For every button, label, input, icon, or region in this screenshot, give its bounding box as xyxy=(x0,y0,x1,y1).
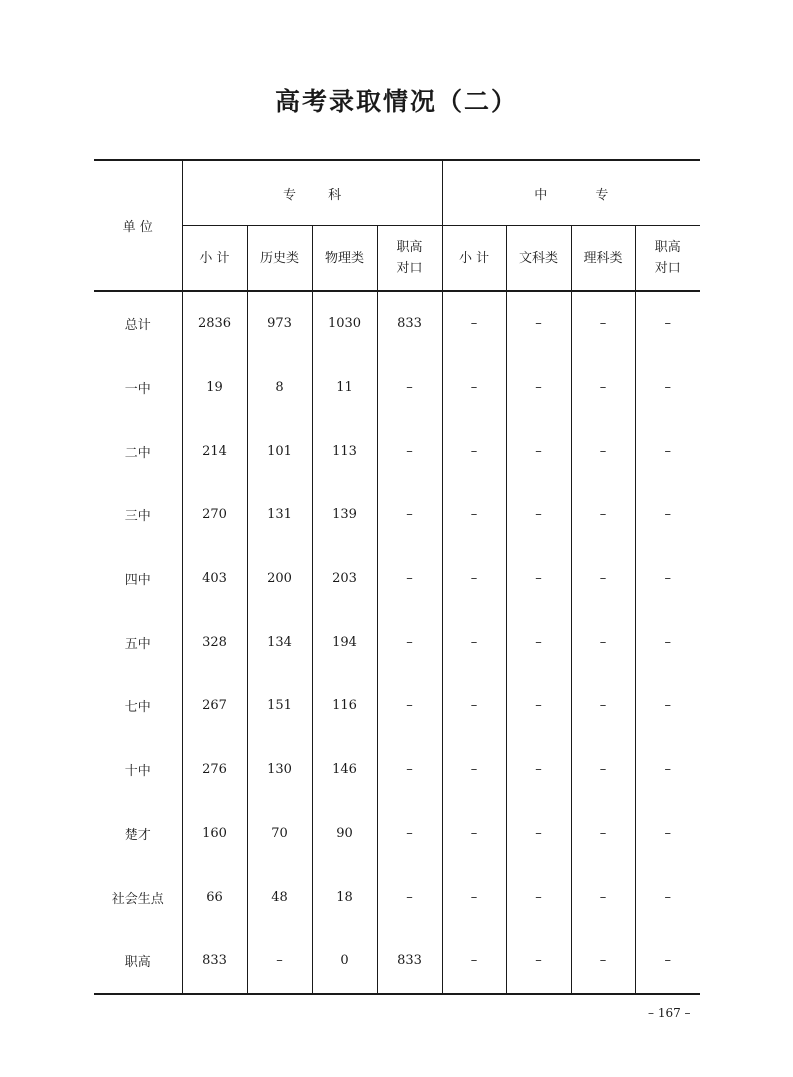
table-cell: 146 xyxy=(312,738,377,802)
row-unit: 二中 xyxy=(94,419,182,483)
table-cell: – xyxy=(377,356,442,420)
table-cell: 833 xyxy=(377,929,442,994)
table-row xyxy=(94,356,700,420)
table-cell: – xyxy=(571,547,635,611)
table-cell: – xyxy=(664,571,672,587)
table-cell: – xyxy=(571,674,635,738)
table-cell: – xyxy=(506,483,571,547)
table-row xyxy=(94,610,700,674)
table-cell: 139 xyxy=(312,483,377,547)
row-unit: 十中 xyxy=(94,738,182,802)
table-row xyxy=(94,547,700,611)
table-cell: – xyxy=(571,356,635,420)
table-cell: 11 xyxy=(312,356,377,420)
table-cell: 66 xyxy=(182,865,247,929)
table-cell: 973 xyxy=(247,291,312,356)
table-cell: 403 xyxy=(182,547,247,611)
table-cell: 116 xyxy=(312,674,377,738)
table-cell: – xyxy=(664,825,672,841)
table-cell: – xyxy=(571,483,635,547)
table-cell: – xyxy=(442,865,506,929)
table-cell: – xyxy=(664,762,672,778)
column-header: 职高 对口 xyxy=(377,226,442,292)
table-cell: – xyxy=(571,929,635,994)
table-cell: – xyxy=(442,419,506,483)
row-unit: 总计 xyxy=(94,291,182,356)
table-cell: 130 xyxy=(247,738,312,802)
column-header: 历史类 xyxy=(247,226,312,292)
table-cell: 1030 xyxy=(312,291,377,356)
table-cell: – xyxy=(377,738,442,802)
table-cell: – xyxy=(442,738,506,802)
table-cell: – xyxy=(442,929,506,994)
table-cell: – xyxy=(377,610,442,674)
row-unit: 五中 xyxy=(94,610,182,674)
page-number: – 167 – xyxy=(648,1006,691,1020)
table-cell: 131 xyxy=(247,483,312,547)
table-cell: 833 xyxy=(377,291,442,356)
table-row xyxy=(94,738,700,802)
column-header: 文科类 xyxy=(506,226,571,292)
table-cell: 194 xyxy=(312,610,377,674)
table-cell: – xyxy=(442,291,506,356)
column-header: 理科类 xyxy=(571,226,635,292)
row-unit: 楚才 xyxy=(94,802,182,866)
table-cell: – xyxy=(571,419,635,483)
table-cell: 267 xyxy=(182,674,247,738)
table-cell: 833 xyxy=(182,929,247,994)
table-cell: 270 xyxy=(182,483,247,547)
table-cell: – xyxy=(506,610,571,674)
table-cell: – xyxy=(377,419,442,483)
column-header: 小 计 xyxy=(182,226,247,292)
table-row xyxy=(94,802,700,866)
table-cell: – xyxy=(377,547,442,611)
table-row xyxy=(94,291,700,356)
row-unit: 职高 xyxy=(94,929,182,994)
group-header-zhuanke: 专 科 xyxy=(182,160,442,226)
table-cell: 160 xyxy=(182,802,247,866)
table-cell: – xyxy=(506,419,571,483)
table-cell: 101 xyxy=(247,419,312,483)
table-cell: 8 xyxy=(247,356,312,420)
table-cell: 276 xyxy=(182,738,247,802)
unit-header: 单 位 xyxy=(94,160,182,291)
table-cell: – xyxy=(635,929,700,994)
row-unit: 三中 xyxy=(94,483,182,547)
table-cell: 70 xyxy=(247,802,312,866)
table-cell: 19 xyxy=(182,356,247,420)
table-cell: 151 xyxy=(247,674,312,738)
table-cell: – xyxy=(506,547,571,611)
table-cell: 214 xyxy=(182,419,247,483)
table-cell: 0 xyxy=(312,929,377,994)
table-cell: – xyxy=(442,547,506,611)
table-cell: 203 xyxy=(312,547,377,611)
table-cell: 2836 xyxy=(182,291,247,356)
row-unit: 七中 xyxy=(94,674,182,738)
table-row xyxy=(94,865,700,929)
row-unit: 社会生点 xyxy=(94,865,182,929)
table-cell: – xyxy=(377,802,442,866)
table-row xyxy=(94,483,700,547)
admission-table xyxy=(94,159,700,995)
table-cell: – xyxy=(571,865,635,929)
table-cell: – xyxy=(247,929,312,994)
page-title: 高考录取情况（二） xyxy=(274,87,518,116)
table-cell: 90 xyxy=(312,802,377,866)
table-cell: – xyxy=(571,802,635,866)
table-cell: – xyxy=(377,483,442,547)
table-cell: – xyxy=(664,316,672,332)
table-row xyxy=(94,929,700,994)
row-unit: 四中 xyxy=(94,547,182,611)
table-cell: – xyxy=(377,865,442,929)
column-header: 物理类 xyxy=(312,226,377,292)
table-cell: 328 xyxy=(182,610,247,674)
table-cell: – xyxy=(506,802,571,866)
table-cell: – xyxy=(442,674,506,738)
table-cell: – xyxy=(664,889,672,905)
table-cell: – xyxy=(506,291,571,356)
table-cell: – xyxy=(506,738,571,802)
table-cell: – xyxy=(442,802,506,866)
table-cell: – xyxy=(664,698,672,714)
table-cell: – xyxy=(506,674,571,738)
table-cell: – xyxy=(442,483,506,547)
table-cell: – xyxy=(571,738,635,802)
table-cell: – xyxy=(664,507,672,523)
table-cell: – xyxy=(506,929,571,994)
table-cell: – xyxy=(506,865,571,929)
table-cell: – xyxy=(377,674,442,738)
table-cell: – xyxy=(571,291,635,356)
table-cell: 18 xyxy=(312,865,377,929)
table-cell: – xyxy=(442,356,506,420)
column-header: 职高 对口 xyxy=(635,226,700,292)
table-cell: – xyxy=(664,634,672,650)
table-row xyxy=(94,674,700,738)
table-cell: – xyxy=(571,610,635,674)
table-cell: 134 xyxy=(247,610,312,674)
row-unit: 一中 xyxy=(94,356,182,420)
table-cell: 113 xyxy=(312,419,377,483)
table-cell: – xyxy=(506,356,571,420)
group-header-zhongzhuan: 中 专 xyxy=(442,160,700,226)
table-cell: – xyxy=(664,380,672,396)
table-cell: – xyxy=(664,443,672,459)
column-header: 小 计 xyxy=(442,226,506,292)
table-cell: 48 xyxy=(247,865,312,929)
table-cell: – xyxy=(442,610,506,674)
table-row xyxy=(94,419,700,483)
table-cell: 200 xyxy=(247,547,312,611)
